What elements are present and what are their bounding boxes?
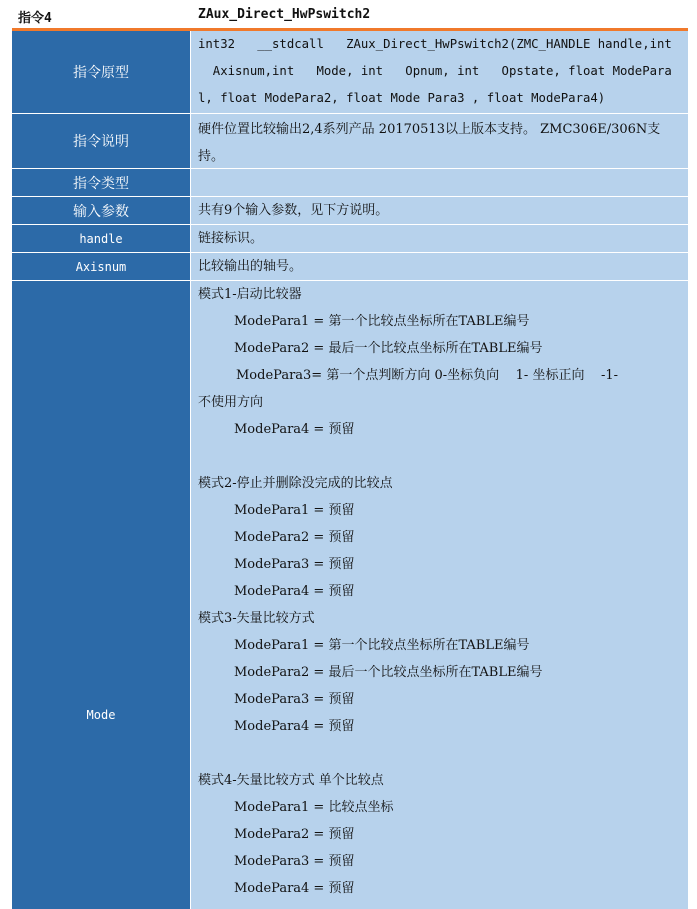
description-label: 指令说明 <box>12 114 190 168</box>
prototype-line-2: Axisnum,int Mode, int Opnum, int Opstate, float ModePara <box>198 64 672 78</box>
table-header <box>12 0 688 31</box>
input-params-label: 输入参数 <box>12 197 190 224</box>
mode4-title: 模式4-矢量比较方式 单个比较点 <box>198 773 384 788</box>
spacer <box>191 740 688 767</box>
description-line-2: 持。 <box>198 149 225 164</box>
mode3-para4: ModePara4 = 预留 <box>234 719 355 734</box>
mode4-para4: ModePara4 = 预留 <box>234 881 355 896</box>
description-value <box>191 114 688 168</box>
mode3-para2: ModePara2 = 最后一个比较点坐标所在TABLE编号 <box>234 665 543 680</box>
mode1-para3-cont: 不使用方向 <box>198 395 264 410</box>
type-value <box>191 169 688 196</box>
mode1-para4: ModePara4 = 预留 <box>234 422 355 437</box>
mode3-title: 模式3-矢量比较方式 <box>198 611 315 626</box>
mode4-para1: ModePara1 = 比较点坐标 <box>234 800 394 815</box>
type-label: 指令类型 <box>12 169 190 196</box>
mode2-para4: ModePara4 = 预留 <box>234 584 355 599</box>
mode2-para1: ModePara1 = 预留 <box>234 503 355 518</box>
axisnum-value: 比较输出的轴号。 <box>191 253 688 280</box>
prototype-value <box>191 31 688 113</box>
mode1-para2: ModePara2 = 最后一个比较点坐标所在TABLE编号 <box>234 341 543 356</box>
description-line-1: 硬件位置比较输出2,4系列产品 20170513以上版本支持。 ZMC306E/306N支 <box>198 122 661 137</box>
command-number: 指令4 <box>18 11 52 26</box>
mode-description <box>191 281 688 902</box>
mode3-para1: ModePara1 = 第一个比较点坐标所在TABLE编号 <box>234 638 530 653</box>
mode-label: Mode <box>12 281 190 909</box>
input-params-value: 共有9个输入参数，见下方说明。 <box>191 197 688 224</box>
prototype-label: 指令原型 <box>12 31 190 113</box>
mode2-para3: ModePara3 = 预留 <box>234 557 355 572</box>
prototype-line-1: int32 __stdcall ZAux_Direct_HwPswitch2(ZMC_HANDLE handle,int <box>198 37 672 51</box>
mode1-title: 模式1-启动比较器 <box>198 287 302 302</box>
function-name: ZAux_Direct_HwPswitch2 <box>198 7 371 22</box>
mode2-para2: ModePara2 = 预留 <box>234 530 355 545</box>
mode4-para2: ModePara2 = 预留 <box>234 827 355 842</box>
spacer <box>191 443 688 470</box>
mode2-title: 模式2-停止并删除没完成的比较点 <box>198 476 393 491</box>
axisnum-label: Axisnum <box>12 253 190 280</box>
handle-value: 链接标识。 <box>191 225 688 252</box>
mode4-para3: ModePara3 = 预留 <box>234 854 355 869</box>
handle-label: handle <box>12 225 190 252</box>
mode1-para3: ModePara3= 第一个点判断方向 0-坐标负向 1- 坐标正向 -1- <box>236 368 619 383</box>
prototype-line-3: l, float ModePara2, float Mode Para3 , float ModePara4) <box>198 91 606 105</box>
mode3-para3: ModePara3 = 预留 <box>234 692 355 707</box>
mode1-para1: ModePara1 = 第一个比较点坐标所在TABLE编号 <box>234 314 530 329</box>
